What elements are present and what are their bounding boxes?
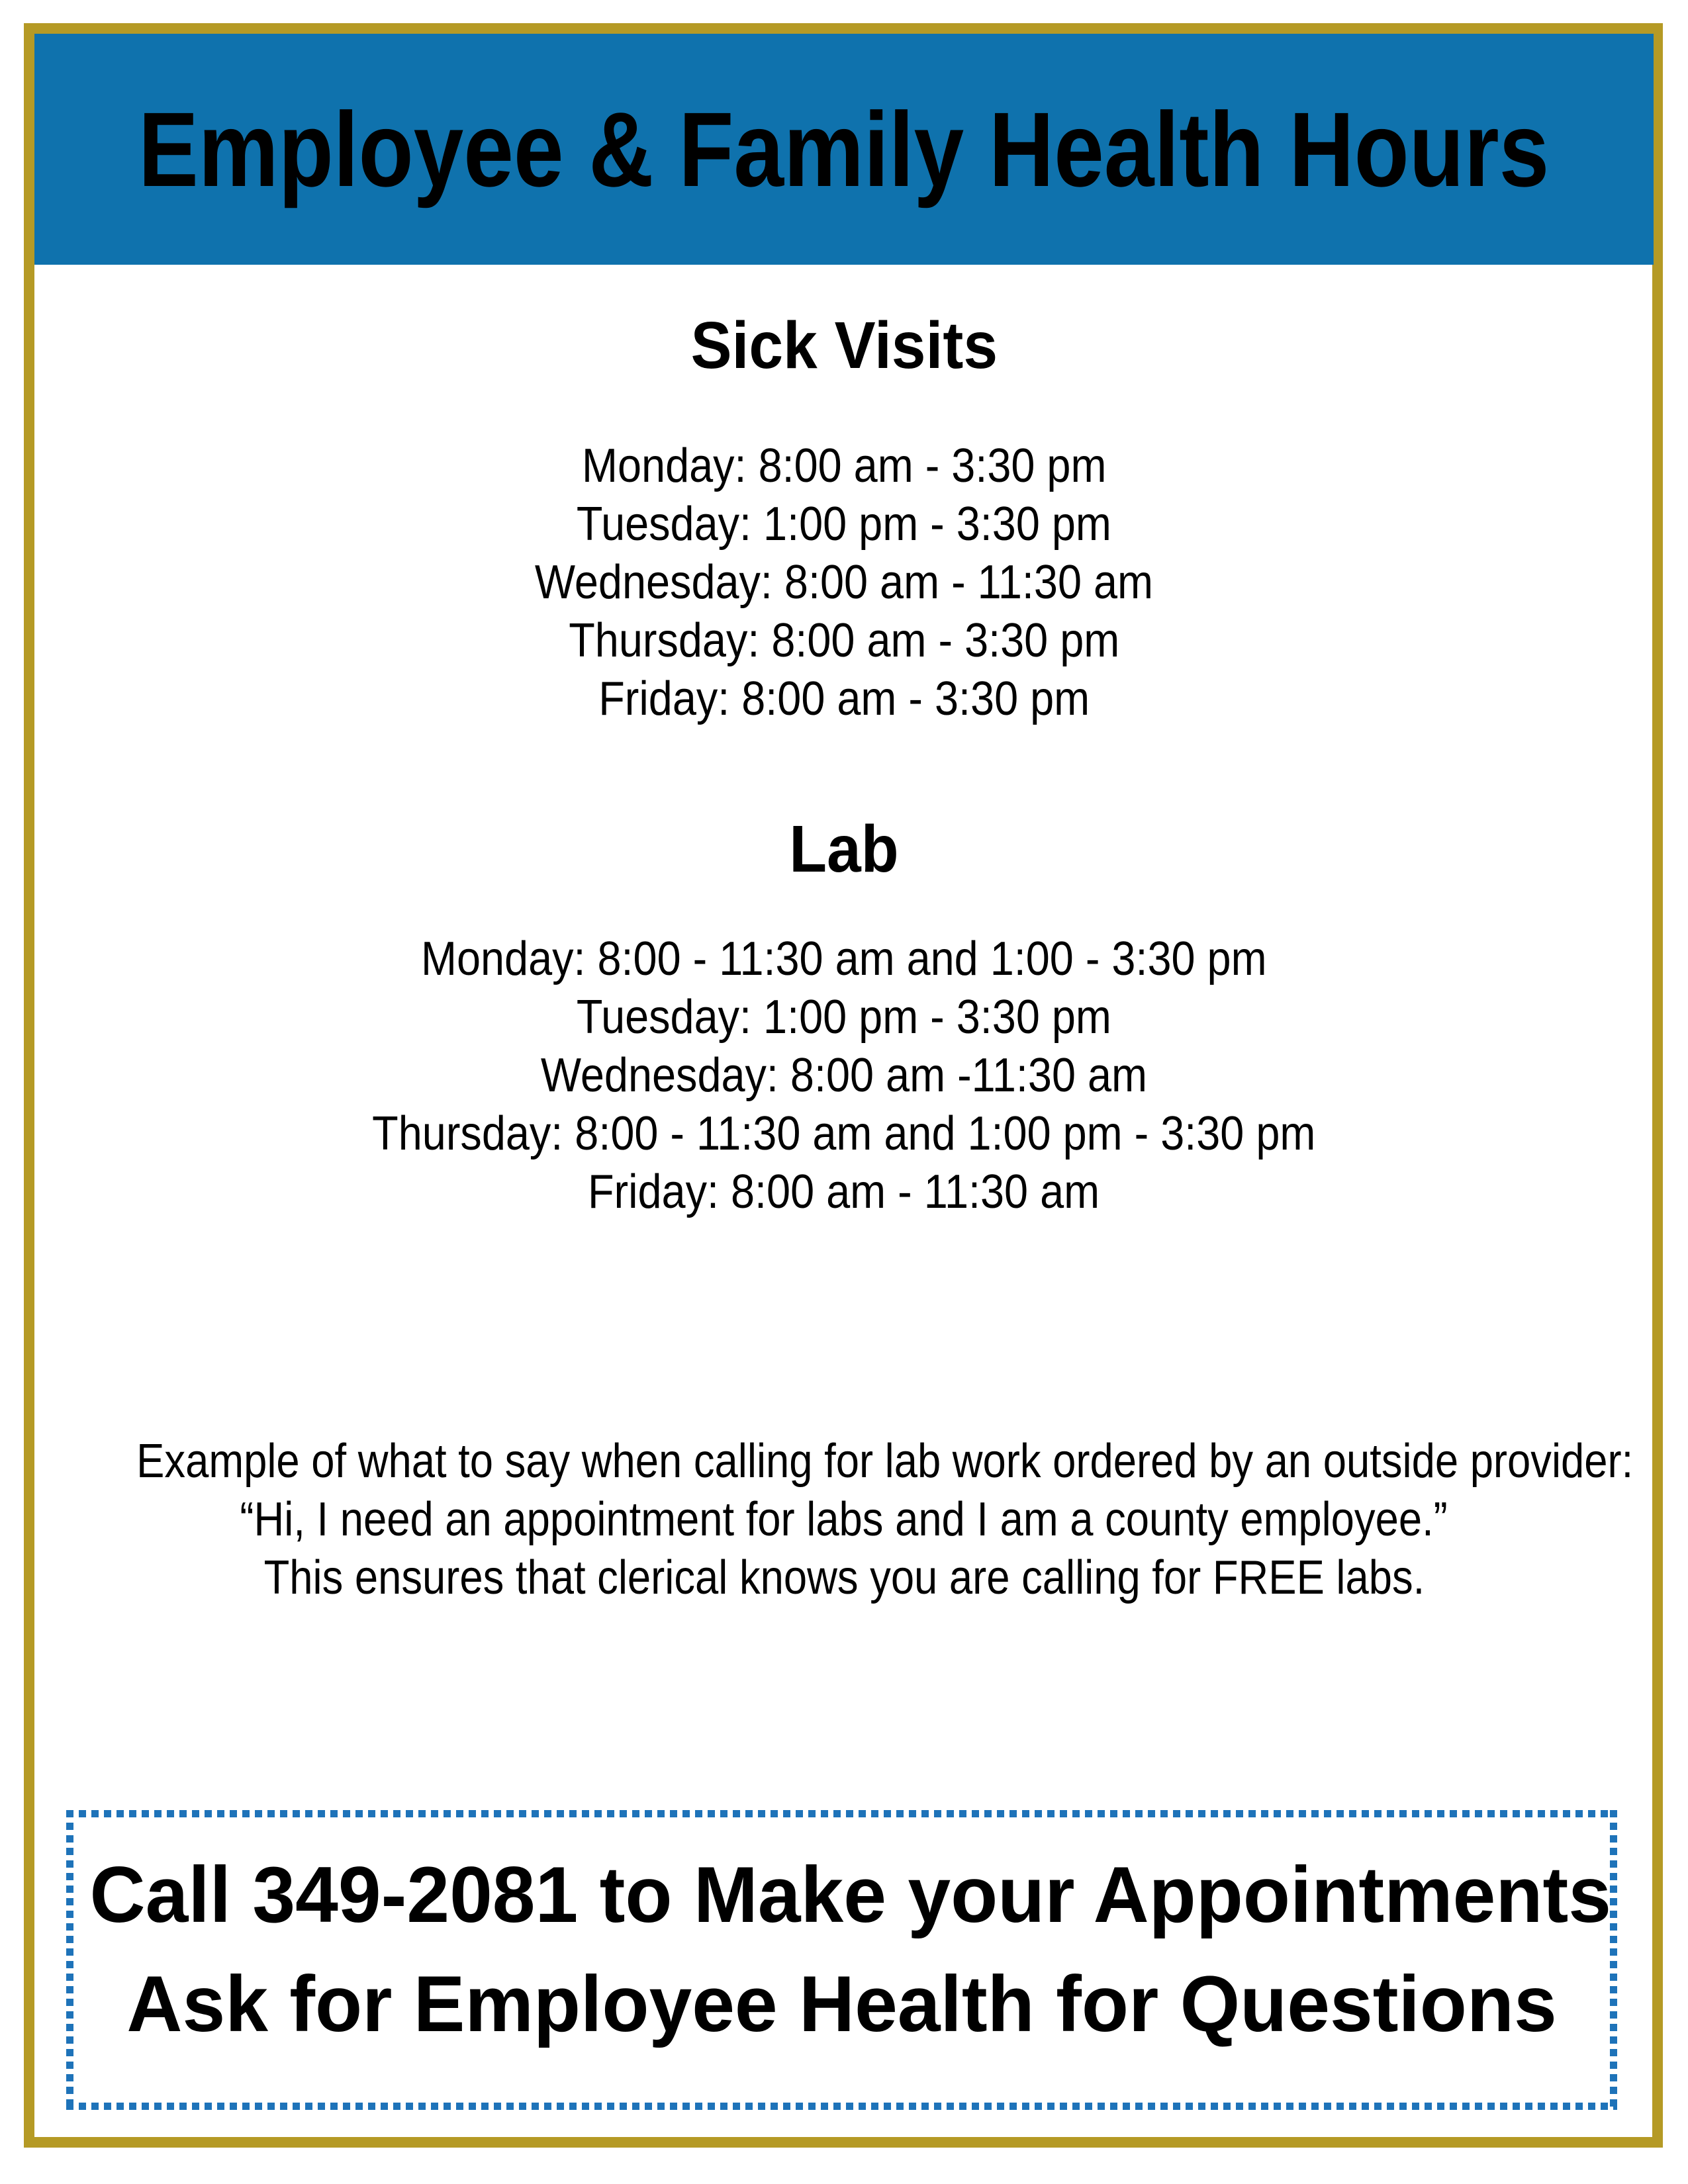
schedule-line-wednesday (34, 553, 1654, 612)
example-note (34, 1432, 1654, 1607)
schedule-line-text: Monday: 8:00 am - 3:30 pm (581, 439, 1107, 492)
schedule-line-monday (34, 930, 1654, 988)
note-line-text: This ensures that clerical knows you are calling for FREE labs. (263, 1551, 1425, 1604)
schedule-line-friday (34, 670, 1654, 728)
schedule-line-text: Tuesday: 1:00 pm - 3:30 pm (576, 498, 1112, 551)
schedule-line-text: Friday: 8:00 am - 3:30 pm (598, 672, 1090, 725)
sick-visits-heading (34, 309, 1654, 382)
call-phone-text: Call 349-2081 to Make your Appointments (89, 1850, 1611, 1939)
appointment-call-box (66, 1810, 1617, 2110)
schedule-line-text: Monday: 8:00 - 11:30 am and 1:00 - 3:30 pm (421, 933, 1267, 985)
call-ask-text: Ask for Employee Health for Questions (126, 1960, 1557, 2048)
schedule-line-wednesday (34, 1046, 1654, 1105)
note-line-text: Example of what to say when calling for lab work ordered by an outside provider: (136, 1435, 1634, 1488)
call-ask-line (66, 1950, 1617, 2059)
schedule-line-friday (34, 1163, 1654, 1221)
schedule-line-tuesday (34, 988, 1654, 1046)
schedule-line-text: Tuesday: 1:00 pm - 3:30 pm (576, 991, 1112, 1044)
note-line-intro (34, 1432, 1654, 1490)
lab-schedule (34, 930, 1654, 1221)
note-line-text: “Hi, I need an appointment for labs and I am a county employee.” (240, 1493, 1448, 1546)
lab-heading (34, 813, 1654, 886)
header-banner (34, 34, 1654, 265)
sick-visits-schedule (34, 437, 1654, 728)
schedule-line-text: Wednesday: 8:00 am - 11:30 am (534, 556, 1154, 609)
schedule-line-text: Thursday: 8:00 am - 3:30 pm (569, 614, 1119, 667)
schedule-line-monday (34, 437, 1654, 495)
page-title-text: Employee & Family Health Hours (138, 89, 1550, 208)
page-title (14, 89, 1673, 208)
note-line-quote (34, 1490, 1654, 1549)
sick-visits-heading-text: Sick Visits (690, 308, 998, 383)
schedule-line-thursday (34, 612, 1654, 670)
lab-heading-text: Lab (789, 812, 899, 886)
schedule-line-text: Thursday: 8:00 - 11:30 am and 1:00 pm - 3:30 pm (372, 1107, 1316, 1160)
note-line-explain (34, 1549, 1654, 1607)
schedule-line-thursday (34, 1105, 1654, 1163)
call-phone-line (66, 1841, 1617, 1950)
schedule-line-text: Friday: 8:00 am - 11:30 am (588, 1165, 1100, 1218)
schedule-line-text: Wednesday: 8:00 am -11:30 am (540, 1049, 1148, 1102)
schedule-line-tuesday (34, 495, 1654, 553)
